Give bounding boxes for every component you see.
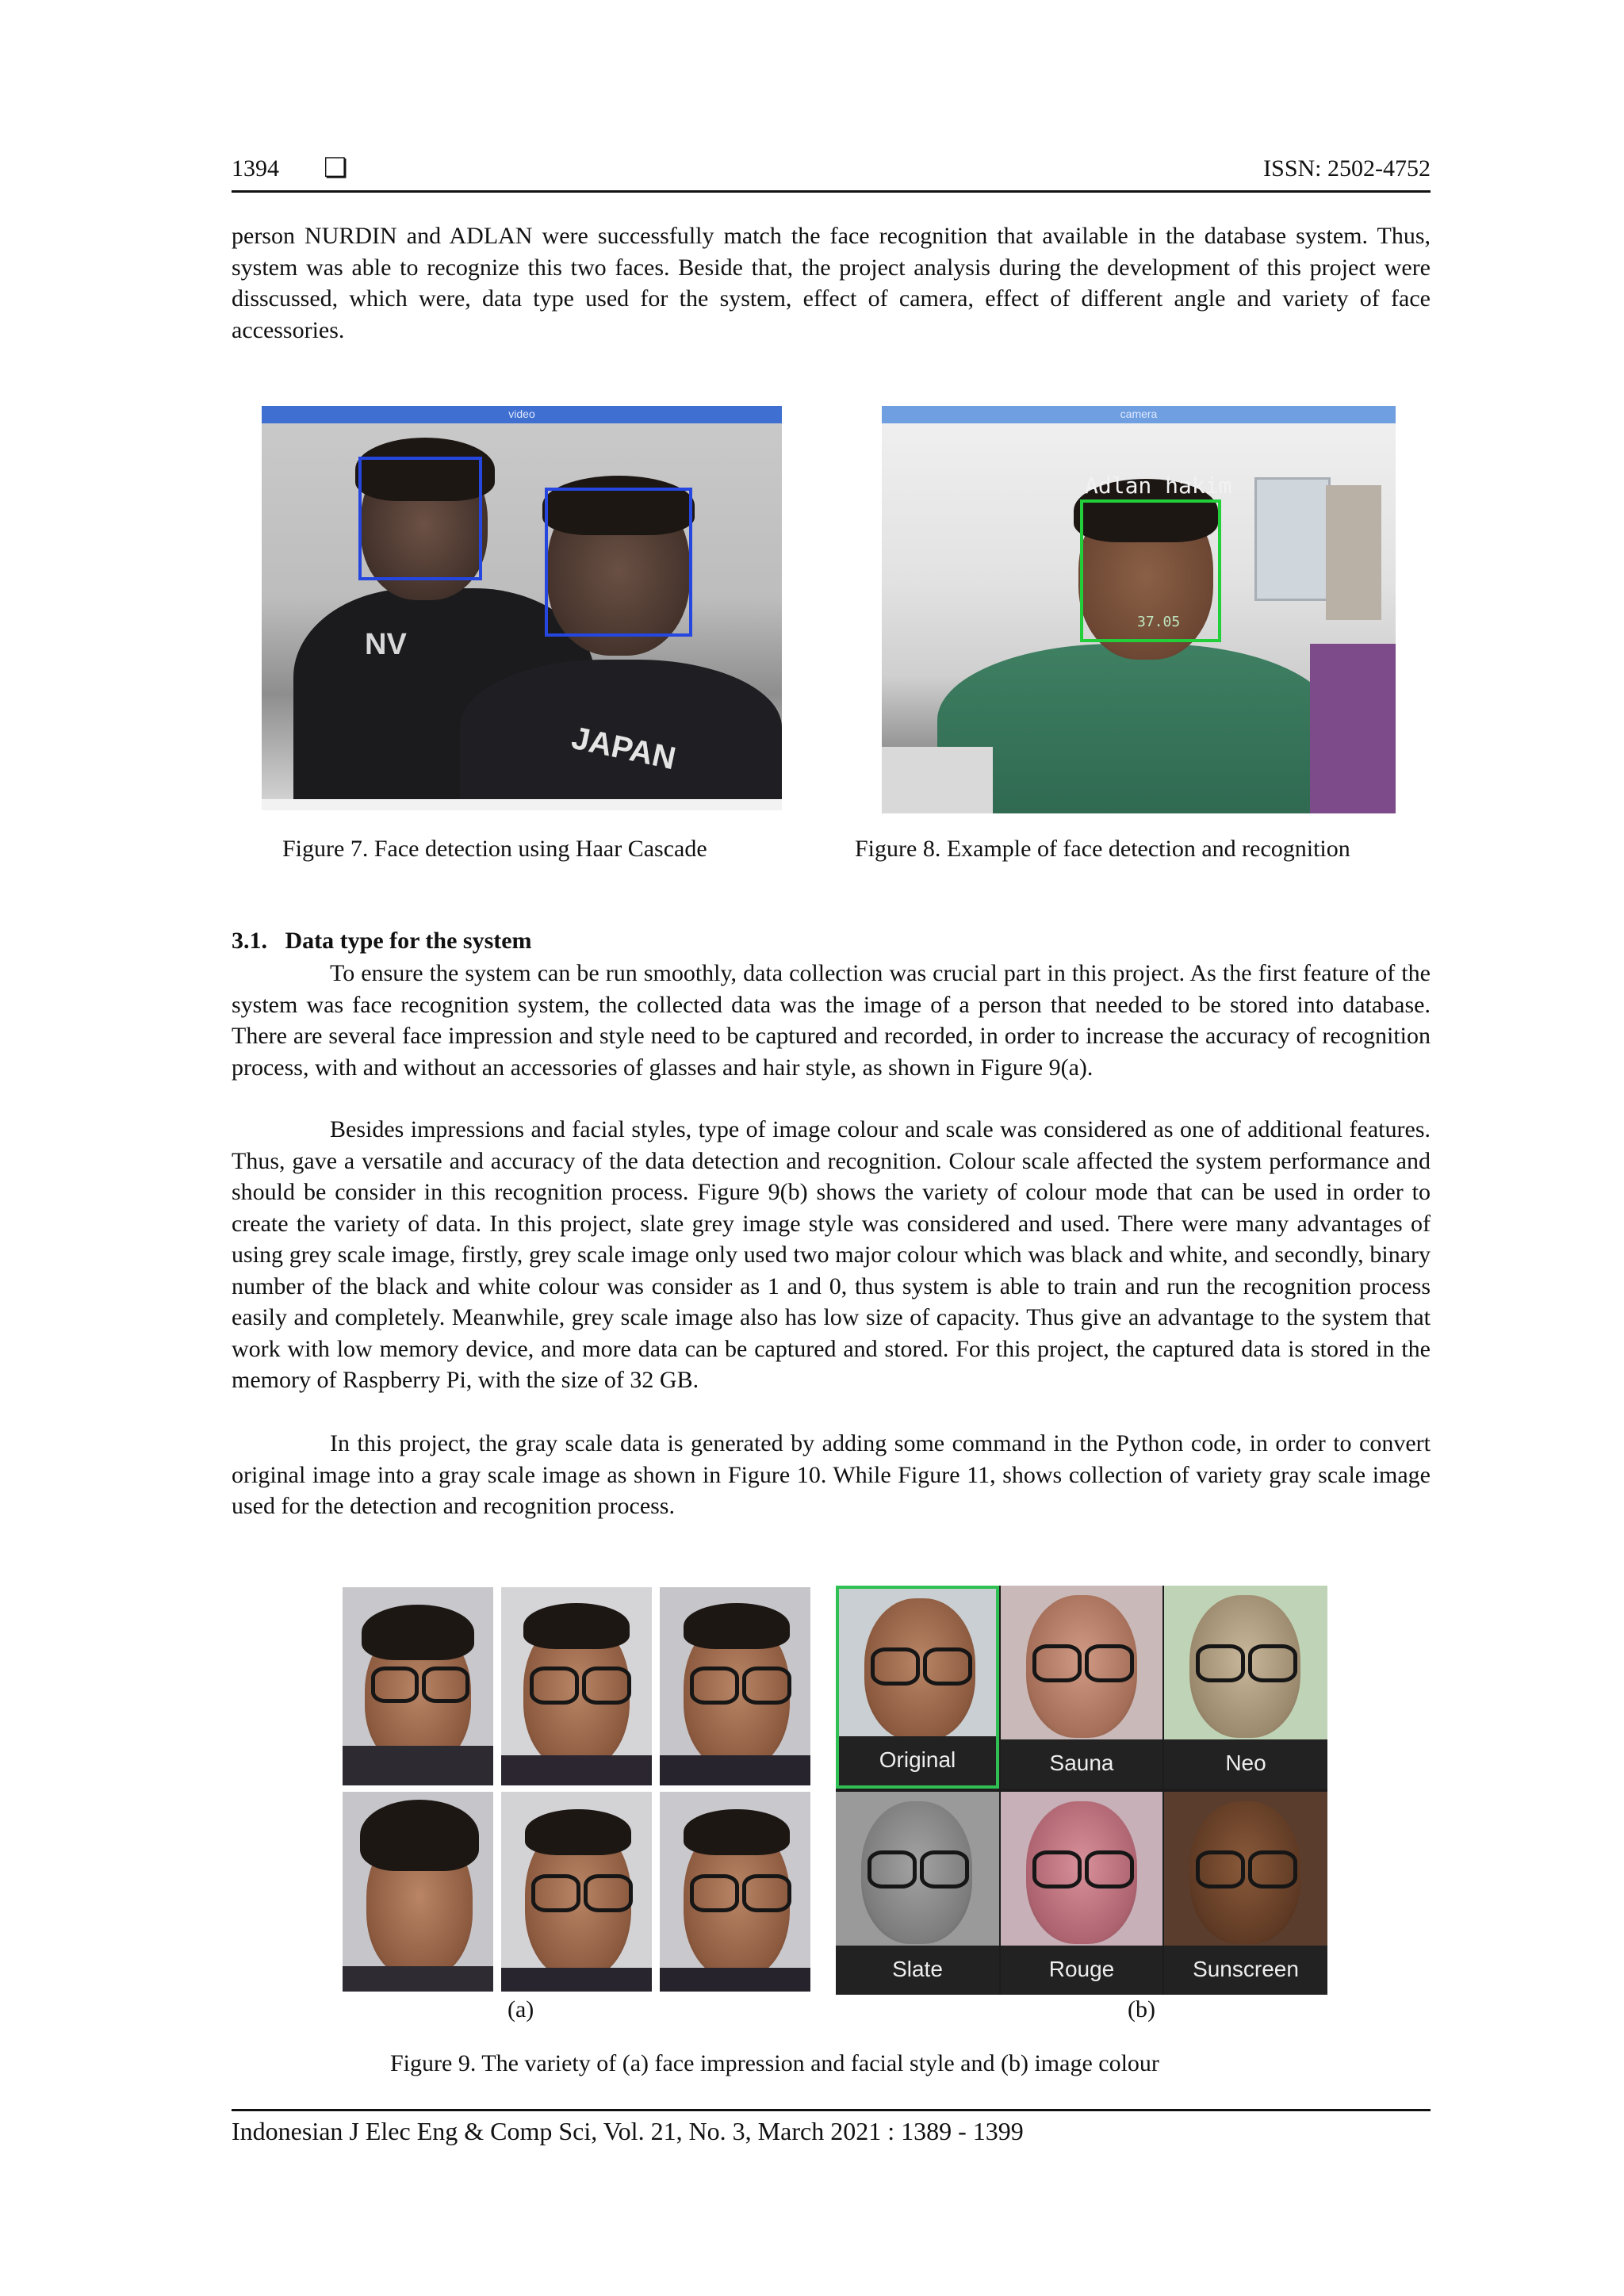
figure8-image: [882, 406, 1396, 813]
face-tile: [343, 1587, 493, 1785]
face-tile: [501, 1587, 652, 1785]
figure7-image: [262, 406, 782, 810]
square-bullet-icon: ❏: [324, 154, 348, 183]
figure9b-grid: [836, 1586, 1327, 1995]
filter-tile-sunscreen: [1164, 1792, 1327, 1995]
section-heading: 3.1. Data type for the system: [232, 928, 532, 954]
filter-label: Original: [839, 1736, 996, 1785]
header-rule: [232, 190, 1431, 193]
filter-label: Sauna: [1001, 1739, 1162, 1789]
figure9-label-a: (a): [508, 1996, 534, 2022]
filter-label: Slate: [836, 1946, 999, 1995]
section-paragraph-3: In this project, the gray scale data is generated by adding some command in the Python code, in order to convert original image into a gray scale image as shown in Figure 10. While Figure 11, shows collection of variety gray scale image used for the detection and recognition process.: [232, 1430, 1431, 1519]
face-detection-box-2: [545, 488, 692, 637]
section-paragraph-2: Besides impressions and facial styles, type of image colour and scale was considered as one of additional features. Thus, gave a versatile and accuracy of the data detection and recognition. Colour scale affected the system performance and should be consider in this recognition process. Figure 9(b) shows the variety of colour mode that can be used in order to create the variety of data. In this project, slate grey image style was considered and used. There were many advantages of using grey scale image, firstly, grey scale image only used two major colour which was black and white, and secondly, binary number of the black and white colour was consider as 1 and 0, thus system is able to train and run the recognition process easily and completely. Meanwhile, grey scale image also has low size of capacity. Thus give an advantage to the system that work with low memory device, and more data can be captured and stored. For this project, the captured data is stored in the memory of Raspberry Pi, with the size of 32 GB.: [232, 1116, 1431, 1393]
intro-paragraph: person NURDIN and ADLAN were successfully match the face recognition that available in the database system. Thus, system was able to recognize this two faces. Beside that, the project analysis during the development of this project were disscussed, which were, data type used for the system, effect of camera, effect of different angle and variety of face accessories.: [232, 223, 1431, 343]
issn: ISSN: 2502-4752: [1263, 155, 1431, 182]
face-tile: [501, 1792, 652, 1992]
figure9-caption: Figure 9. The variety of (a) face impression and facial style and (b) image colour: [390, 2050, 1159, 2076]
figure9-label-b: (b): [1128, 1996, 1155, 2022]
face-tile: [660, 1587, 810, 1785]
figure7-shirt-text-1: NV: [365, 628, 407, 661]
figure8-window-bar: [882, 406, 1396, 423]
filter-label: Sunscreen: [1164, 1946, 1327, 1995]
figure8-title: camera: [1120, 408, 1158, 420]
filter-tile-original: [836, 1586, 999, 1789]
recognized-name-label: Adlan hakim: [1085, 473, 1232, 499]
figure7-caption: Figure 7. Face detection using Haar Cascade: [282, 836, 707, 862]
figure7-shirt-text-2: JAPAN: [568, 720, 679, 777]
footer-rule: [232, 2109, 1431, 2111]
filter-tile-slate: [836, 1792, 999, 1995]
figure7-window-bar: [262, 406, 782, 423]
section-paragraph-1: To ensure the system can be run smoothly, data collection was crucial part in this project. As the first feature of the system was face recognition system, the collected data was the image of a person that needed to be stored into database. There are several face impression and style need to be captured and recorded, in order to increase the accuracy of recognition process, with and without an accessories of glasses and hair style, as shown in Figure 9(a).: [232, 960, 1431, 1081]
filter-label: Neo: [1164, 1739, 1327, 1789]
page-number: 1394: [232, 155, 279, 182]
figure8-caption: Figure 8. Example of face detection and recognition: [855, 836, 1350, 862]
footer-citation: Indonesian J Elec Eng & Comp Sci, Vol. 21, No. 3, March 2021 : 1389 - 1399: [232, 2117, 1024, 2145]
face-tile: [660, 1792, 810, 1992]
filter-tile-neo: [1164, 1586, 1327, 1789]
figure9a-grid: [343, 1587, 812, 1992]
filter-label: Rouge: [1001, 1946, 1162, 1995]
figure7-title: video: [508, 408, 535, 420]
filter-tile-rouge: [1001, 1792, 1162, 1995]
face-tile: [343, 1792, 493, 1992]
face-detection-box-1: [358, 457, 482, 580]
filter-tile-sauna: [1001, 1586, 1162, 1789]
confidence-label: 37.05: [1137, 614, 1181, 630]
